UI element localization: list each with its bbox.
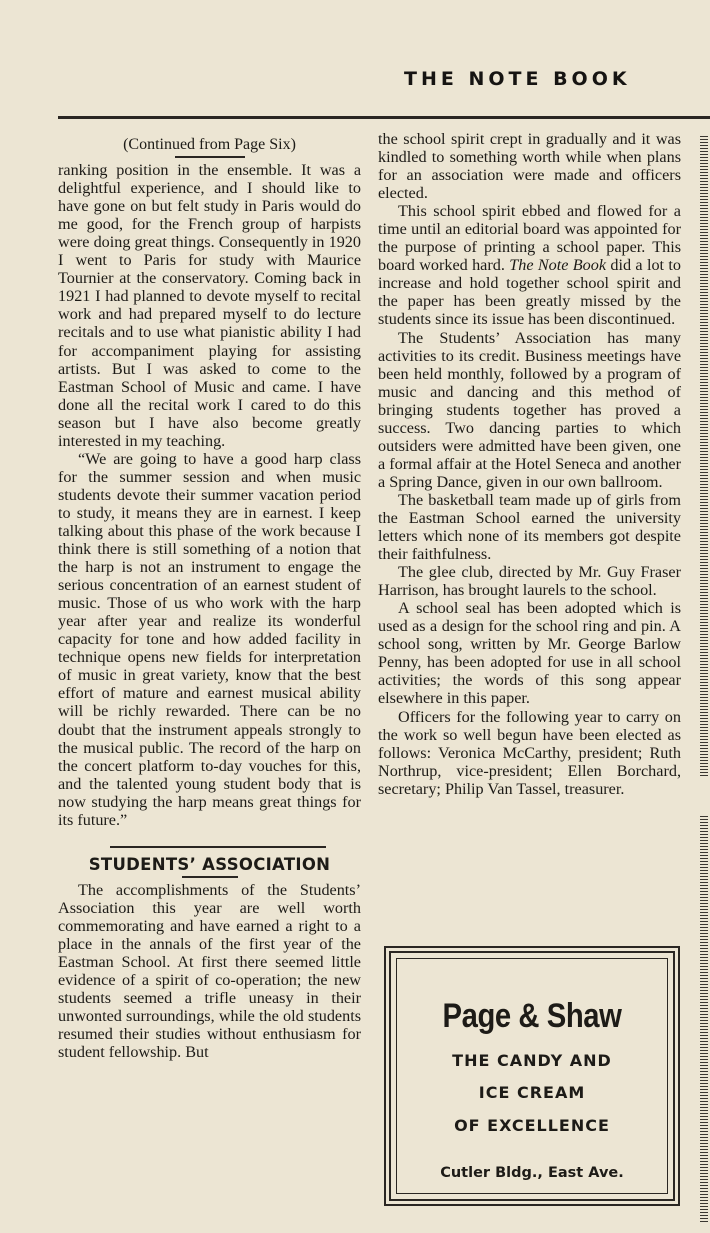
advertisement-title: Page & Shaw xyxy=(442,997,622,1035)
advertisement-line: ICE CREAM xyxy=(478,1083,586,1102)
advertisement-inner-border xyxy=(396,958,668,1194)
section-heading: STUDENTS’ ASSOCIATION xyxy=(88,854,331,874)
continued-note: (Continued from Page Six) xyxy=(123,136,296,153)
text-run: This school spirit ebbed and flowed for a time until an editorial board was appointed for the purpose of printing a school paper. This board worked hard. xyxy=(378,202,681,275)
decorative-side-border xyxy=(700,136,708,776)
section-heading-rule xyxy=(182,876,238,878)
decorative-side-border xyxy=(700,816,708,1224)
advertisement-line: THE CANDY AND xyxy=(452,1051,612,1070)
advertisement-box xyxy=(384,946,680,1206)
article-paragraph: the school spirit crept in gradually and it was kindled to something worth while when plans for an association were made and officers elected. xyxy=(378,130,681,203)
text-run: did a lot to increase and hold together school spirit and the paper has been greatly missed by the students since its issue has been discontinued. xyxy=(378,256,681,329)
section-rule xyxy=(110,846,326,848)
article-paragraph: ranking position in the ensemble. It was a delightful experience, and I should like to have gone on but felt study in Paris would do me good, for the French group of harpists were doing great things. Consequently in 1920 I went to Paris for study with Maurice Tournier at the conservatory. Coming back in 1921 I had planned to devote myself to recital work and had prepared myself to do lecture recitals and to use what pianistic ability I had for accompaniment playing for assisting artists. But I was asked to come to the Eastman School of Music and came. I have done all the recital work I cared to do this season but I have also become greatly interested in my teaching. xyxy=(58,161,361,450)
article-paragraph xyxy=(378,202,681,328)
article-paragraph: “We are going to have a good harp class for the summer session and when music students devote their summer vacation period to study, it means they are in earnest. I keep talking about this phase of the work because I think there is still something of a notion that the harp is not an instrument to engage the serious concentration of an earnest student of music. Those of us who work with the harp year after year and realize its wonderful capacity for tone and how added facility in technique opens new fields for interpretation of music in great variety, know that the best effort of mature and earnest musical ability will be richly rewarded. There can be no doubt that the instrument appeals strongly to the musical public. The record of the harp on the concert platform to-day vouches for this, and the talented young student body that is now studying the harp means great things for its future.” xyxy=(58,449,361,829)
article-paragraph: The glee club, directed by Mr. Guy Fraser Harrison, has brought laurels to the school. xyxy=(378,563,681,600)
page-header-title: THE NOTE BOOK xyxy=(404,68,631,90)
right-column xyxy=(378,130,681,798)
article-paragraph: The accomplishments of the Students’ Association this year are well worth commemorating and have earned a right to a place in the annals of the first year of the Eastman School. At first there seemed little evidence of a spirit of co-operation; the new students seemed a trifle uneasy in their unwonted surroundings, while the old students resumed their studies without enthusiasm for student fellowship. But xyxy=(58,880,361,1062)
left-column xyxy=(58,130,361,1061)
article-paragraph: Officers for the following year to carry on the work so well begun have been elected as follows: Veronica McCarthy, president; Ruth Northrup, vice-president; Ellen Borchard, secretary; Philip Van Tassel, treasurer. xyxy=(378,707,681,798)
header-rule xyxy=(58,116,710,119)
advertisement-address: Cutler Bldg., East Ave. xyxy=(440,1165,624,1181)
article-paragraph: A school seal has been adopted which is used as a design for the school ring and pin. A school song, written by Mr. George Barlow Penny, has been adopted for use in all school activities; the words of this song appear elsewhere in this paper. xyxy=(378,599,681,708)
advertisement-line: OF EXCELLENCE xyxy=(454,1116,610,1135)
article-paragraph: The Students’ Association has many activities to its credit. Business meetings have been held monthly, followed by a program of music and dancing and this method of bringing students together has proved a success. Two dancing parties to which outsiders were admitted have been given, one a formal affair at the Hotel Seneca and another a Spring Dance, given in our own ballroom. xyxy=(378,328,681,491)
continued-rule xyxy=(175,156,245,158)
article-paragraph: The basketball team made up of girls from the Eastman School earned the university letters which none of its members got despite their faithfulness. xyxy=(378,490,681,564)
publication-title: The Note Book xyxy=(509,256,607,275)
